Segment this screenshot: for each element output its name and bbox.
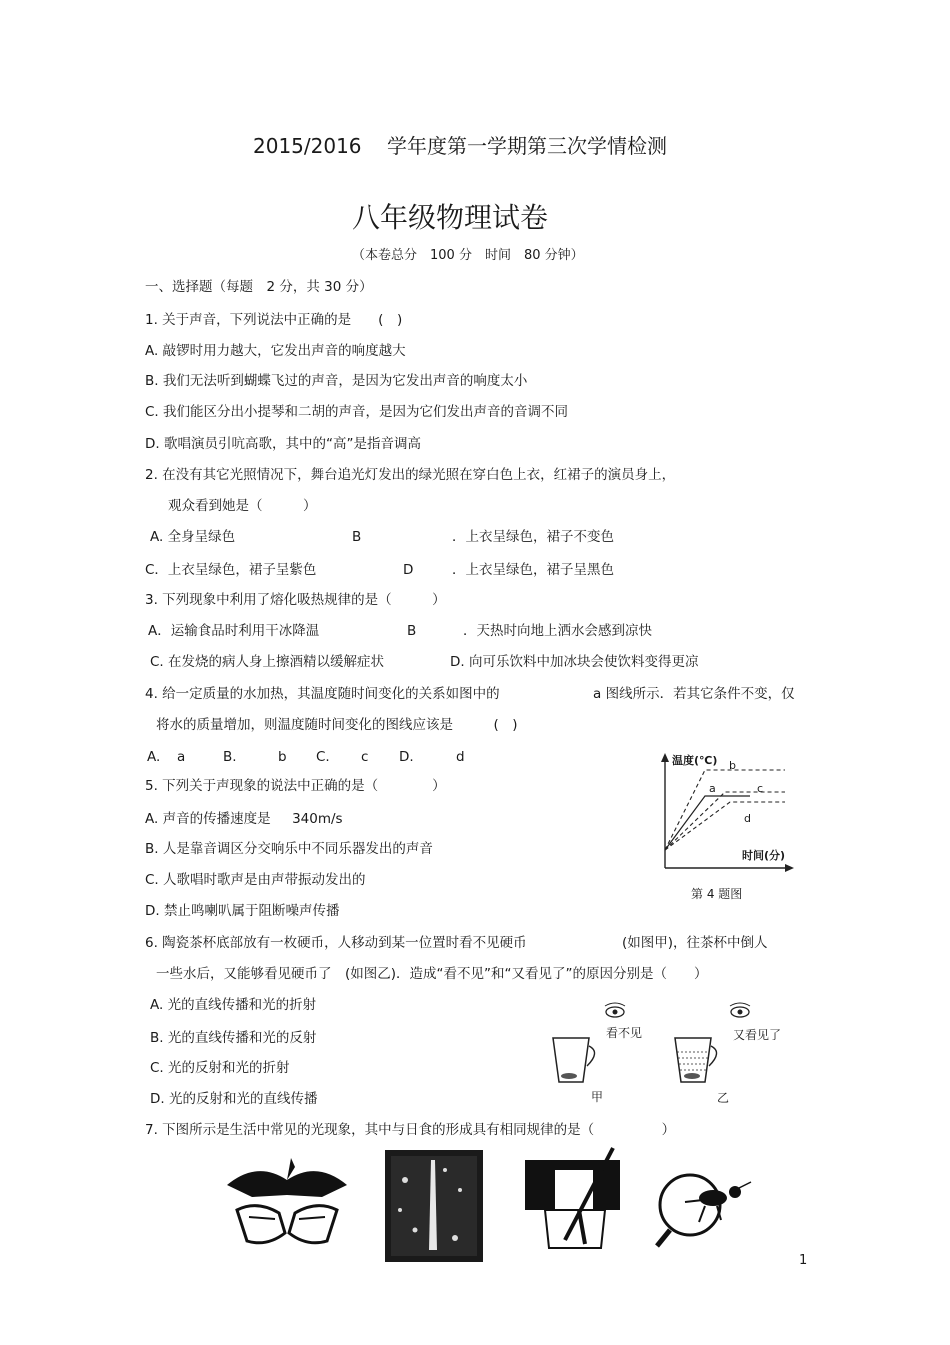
q1-option-a: A. 敲锣时用力越大，它发出声音的响度越大 <box>145 343 406 359</box>
q4-option-a: a <box>177 749 186 765</box>
q1-option-b: B. 我们无法听到蝴蝶飞过的声音，是因为它发出声音的响度太小 <box>145 373 528 389</box>
q4-stem-line1a: 4. 给一定质量的水加热，其温度随时间变化的关系如图中的 <box>145 686 500 702</box>
q6-stem-line1a: 6. 陶瓷茶杯底部放有一枚硬币，人移动到某一位置时看不见硬币 <box>145 935 527 951</box>
q6-stem-line1b: (如图甲)，往茶杯中倒人 <box>622 935 768 951</box>
q3-option-b-letter: B <box>407 623 417 639</box>
q4-option-b-letter: B. <box>223 749 237 765</box>
q5-option-d: D. 禁止鸣喇叭属于阻断噪声传播 <box>145 903 340 919</box>
q5-option-b: B. 人是靠音调区分交响乐中不同乐器发出的声音 <box>145 841 433 857</box>
q6-option-a: A. 光的直线传播和光的折射 <box>150 997 317 1013</box>
q7-refraction-picture <box>525 1148 625 1253</box>
q3-option-a: A．运输食品时利用干冰降温 <box>148 623 320 639</box>
q1-option-d: D. 歌唱演员引吭高歌，其中的“高”是指音调高 <box>145 436 421 452</box>
q6-option-d: D. 光的反射和光的直线传播 <box>150 1091 318 1107</box>
q6-option-c: C. 光的反射和光的折射 <box>150 1060 290 1076</box>
q4-curve-b <box>665 770 785 850</box>
q6-cup-water <box>675 1038 717 1082</box>
q6-label-can-see: 又看见了 <box>733 1028 782 1042</box>
page-number: 1 <box>799 1253 808 1268</box>
q6-coin-right <box>684 1073 700 1079</box>
q6-cup-empty <box>553 1038 595 1082</box>
q4-option-a-letter: A. <box>147 749 161 765</box>
q4-stem-line1b: a 图线所示．若其它条件不变，仅 <box>593 686 795 702</box>
q6-stem-line2: 一些水后，又能够看见硬币了 (如图乙)．造成“看不见”和“又看见了”的原因分别是（ ） <box>156 966 708 982</box>
q4-graph-label-b: b <box>729 759 736 772</box>
q4-graph-ylabel: 温度(℃) <box>672 754 718 767</box>
q6-label-cannot-see: 看不见 <box>606 1026 643 1040</box>
q3-stem: 3. 下列现象中利用了熔化吸热规律的是（ ） <box>145 592 446 608</box>
q6-option-b: B. 光的直线传播和光的反射 <box>150 1030 317 1046</box>
page-title: 八年级物理试卷 <box>352 201 549 234</box>
q4-curve-a <box>665 796 750 850</box>
q7-magnifier-picture <box>655 1160 755 1250</box>
q6-figure <box>545 1000 785 1110</box>
q3-option-c: C. 在发烧的病人身上擦酒精以缓解症状 <box>150 654 385 670</box>
q5-option-c: C. 人歌唱时歌声是由声带振动发出的 <box>145 872 366 888</box>
q2-option-a: A. 全身呈绿色 <box>150 529 236 545</box>
q4-option-b: b <box>278 749 287 765</box>
header-title-line <box>253 130 667 159</box>
q4-figure-caption: 第 4 题图 <box>691 887 743 901</box>
q2-option-d-letter: D <box>403 562 414 578</box>
q4-curve-c <box>665 792 785 850</box>
q4-graph-label-a: a <box>709 782 716 795</box>
header-year: 2015/2016 <box>253 134 362 158</box>
q5-stem: 5. 下列关于声现象的说法中正确的是（ ） <box>145 778 446 794</box>
q6-caption-yi: 乙 <box>717 1091 730 1105</box>
q6-coin-left <box>561 1073 577 1079</box>
q4-option-c-letter: C. <box>316 749 330 765</box>
q7-reflection-picture <box>385 1150 483 1262</box>
q5-option-a <box>145 810 343 828</box>
q3-option-d: D. 向可乐饮料中加冰块会使饮料变得更凉 <box>450 654 699 670</box>
header-exam-name: 学年度第一学期第三次学情检测 <box>386 134 667 158</box>
q7-stem: 7. 下图所示是生活中常见的光现象，其中与日食的形成具有相同规律的是（ ） <box>145 1122 676 1138</box>
q5-option-a-text: A. 声音的传播速度是 <box>145 811 271 827</box>
q1-stem: 1. 关于声音，下列说法中正确的是 ( ) <box>145 312 403 328</box>
section-heading: 一、选择题（每题 2 分，共 30 分） <box>145 279 373 295</box>
q4-graph-label-c: c <box>757 782 764 795</box>
q6-eye-right-icon <box>730 1003 750 1017</box>
q4-stem-line2: 将水的质量增加，则温度随时间变化的图线应该是 ( ) <box>156 717 518 733</box>
q3-option-b: ．天热时向地上洒水会感到凉快 <box>463 623 652 639</box>
q4-graph-label-d: d <box>744 812 751 825</box>
q6-caption-jia: 甲 <box>591 1090 604 1104</box>
q4-graph-x-arrow <box>785 864 794 872</box>
q4-option-c: c <box>361 749 369 765</box>
q2-option-c: C．上衣呈绿色，裙子呈紫色 <box>145 562 317 578</box>
q2-option-d: ．上衣呈绿色，裙子呈黑色 <box>452 562 614 578</box>
q7-hand-shadow-picture <box>227 1155 347 1255</box>
q1-option-c: C. 我们能区分出小提琴和二胡的声音，是因为它们发出声音的音调不同 <box>145 404 569 420</box>
q4-option-d-letter: D. <box>399 749 414 765</box>
q4-option-d: d <box>456 749 465 765</box>
q4-graph-y-arrow <box>661 753 669 762</box>
q6-eye-left-icon <box>605 1003 625 1017</box>
q5-option-a-speed: 340m/s <box>292 811 343 827</box>
q2-option-b: ．上衣呈绿色，裙子不变色 <box>452 529 614 545</box>
q4-graph-xlabel: 时间(分) <box>742 849 786 862</box>
q2-stem-line1: 2. 在没有其它光照情况下，舞台追光灯发出的绿光照在穿白色上衣，红裙子的演员身上， <box>145 467 676 483</box>
page-subtitle: （本卷总分 100 分 时间 80 分钟） <box>352 248 584 263</box>
q2-stem-line2: 观众看到她是（ ） <box>168 498 317 514</box>
q2-option-b-letter: B <box>352 529 362 545</box>
